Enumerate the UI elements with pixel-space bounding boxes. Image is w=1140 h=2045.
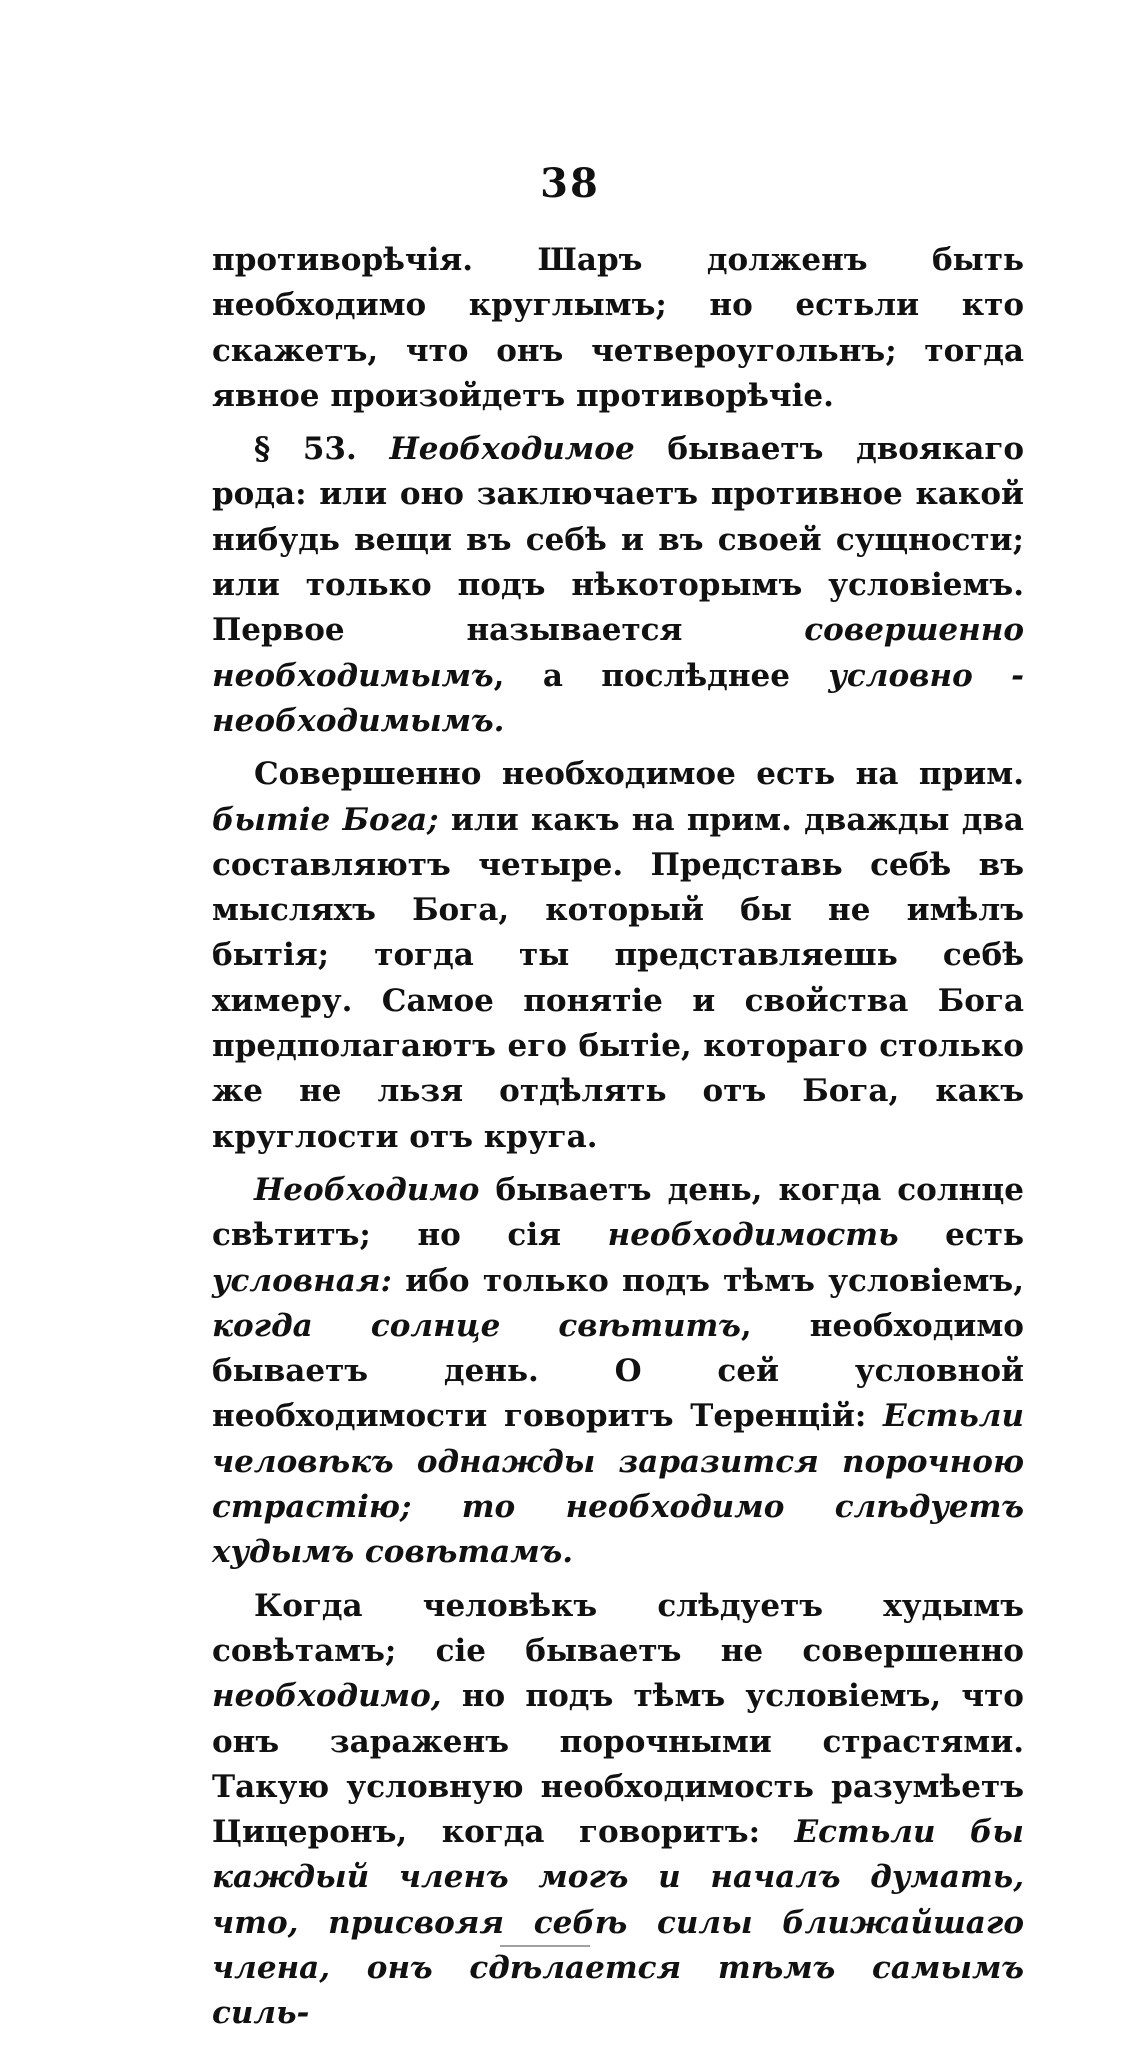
- text-run: Когда человѣкъ слѣдуетъ худымъ совѣтамъ; сіе бываетъ не совершенно: [212, 1587, 1024, 1669]
- text-run: ибо только подъ тѣмъ условіемъ,: [391, 1262, 1024, 1299]
- italic-text: условная:: [212, 1262, 392, 1299]
- text-run: , а послѣднее: [493, 657, 829, 694]
- italic-text: Необходимо: [254, 1171, 480, 1208]
- paragraph: [212, 752, 1024, 1160]
- page-number: 38: [540, 160, 600, 207]
- text-run: бываетъ двоякаго рода: или оно заключаетъ противное какой нибудь вещи въ себѣ и въ своей сущности; или только подъ нѣкоторымъ условіемъ. Первое называется: [212, 431, 1024, 649]
- italic-text: бытіе Бога;: [212, 801, 439, 838]
- italic-text: когда солнце свѣтитъ: [212, 1307, 741, 1344]
- text-run: противорѣчія. Шаръ долженъ быть необходимо круглымъ; но естьли кто скажетъ, что онъ четвероугольнъ; тогда явное произойдетъ противорѣчіе.: [212, 242, 1024, 414]
- italic-text: необходимость: [607, 1217, 899, 1254]
- paragraph: [212, 1168, 1024, 1576]
- italic-text: Необходимое: [389, 431, 635, 468]
- text-run: бываетъ день, когда солнце свѣтитъ; но сія: [212, 1171, 1024, 1254]
- italic-text: необходимо,: [212, 1678, 442, 1715]
- italic-text: Естьли бы каждый членъ могъ и началъ думать, что, присвояя себѣ силы ближайшаго члена, онъ сдѣлается тѣмъ самымъ силь-: [212, 1814, 1024, 2032]
- text-run: но подъ тѣмъ условіемъ, что онъ зараженъ порочными страстями. Такую условную необходимость разумѣетъ Цицеронъ, когда говоритъ:: [212, 1678, 1024, 1851]
- text-run: Совершенно необходимое есть на прим.: [254, 756, 1024, 793]
- body-text: [212, 238, 1024, 2045]
- italic-text: условно - необходимымъ.: [212, 657, 1025, 739]
- paragraph: [212, 1584, 1024, 2037]
- italic-text: Естьли человѣкъ однажды заразится порочною страстію; то необходимо слѣдуетъ худымъ совѣтамъ.: [212, 1398, 1024, 1571]
- text-run: или какъ на прим. дважды два составляютъ четыре. Представь себѣ въ мысляхъ Бога, который бы не имѣлъ бытія; тогда ты представляешь себѣ химеру. Самое понятіе и свойства Бога предполагаютъ его бытіе, котораго столько же не льзя отдѣлять отъ Бога, какъ круглости отъ круга.: [212, 801, 1024, 1155]
- text-run: есть: [898, 1217, 1024, 1254]
- text-run: , необходимо бываетъ день. О сей условной необходимости говоритъ Теренцій:: [212, 1307, 1024, 1435]
- text-run: § 53.: [254, 431, 390, 468]
- paragraph: [212, 238, 1024, 419]
- footer-rule: [500, 1945, 590, 1951]
- italic-text: совершенно необходимымъ: [212, 612, 1024, 694]
- paragraph: [212, 427, 1024, 744]
